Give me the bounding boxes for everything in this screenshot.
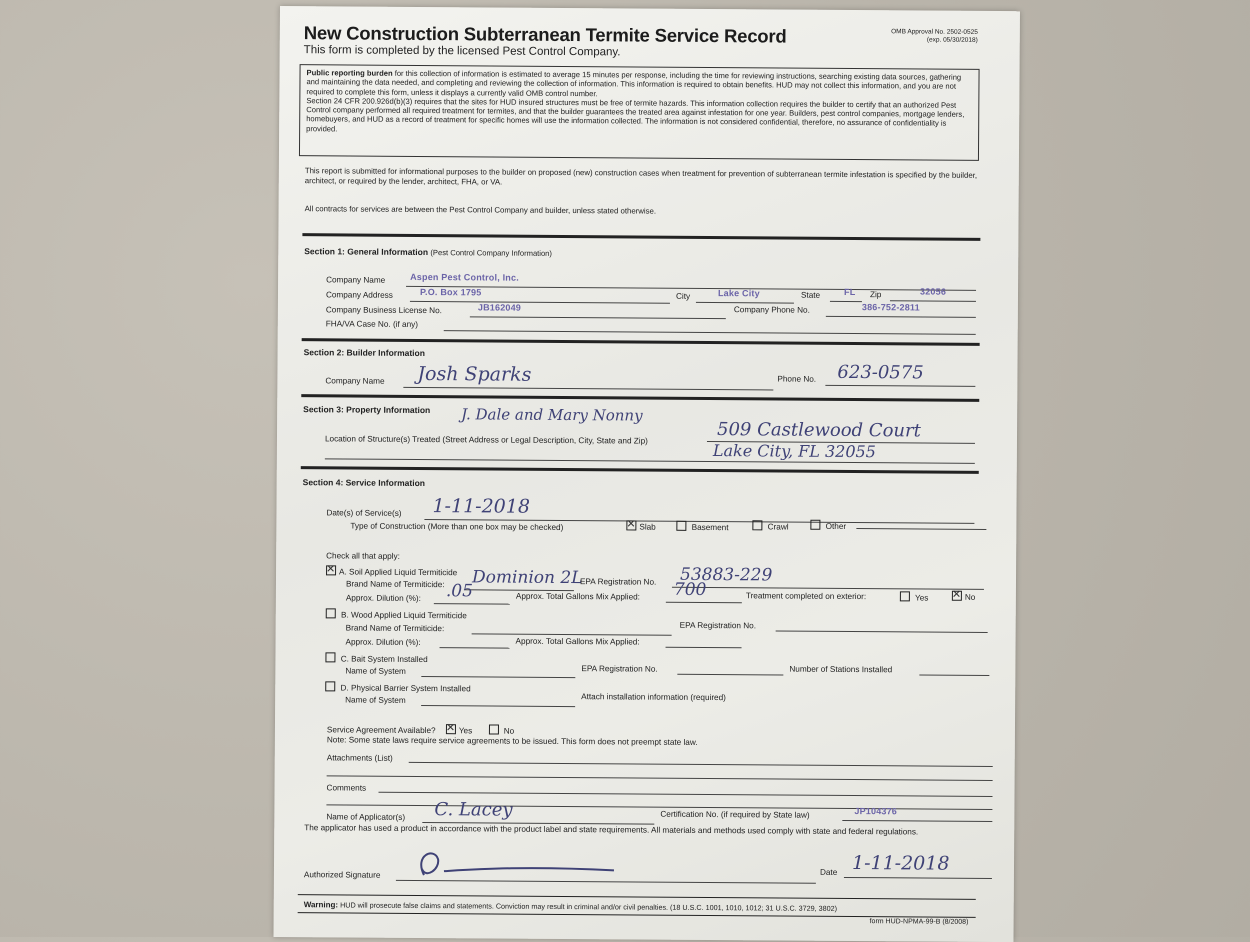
company-phone-label: Company Phone No. <box>733 305 810 315</box>
exterior-no-checkbox[interactable] <box>952 591 962 601</box>
option-b-checkbox[interactable] <box>326 608 336 618</box>
crawl-checkbox[interactable] <box>752 520 762 530</box>
field-line <box>327 775 993 781</box>
field-line <box>696 302 794 304</box>
state-value: FL <box>843 286 856 298</box>
attach-label: Attach installation information (required) <box>581 692 726 703</box>
option-b[interactable]: B. Wood Applied Liquid Termiticide <box>326 608 467 620</box>
stations-label: Number of Stations Installed <box>789 664 893 675</box>
section2-heading: Section 2: Builder Information <box>303 347 425 359</box>
contracts-paragraph: All contracts for services are between the Pest Control Company and builder, unless stated otherwise. <box>304 204 657 216</box>
dilution-a-value: .05 <box>445 581 474 602</box>
slab-checkbox[interactable] <box>626 520 636 530</box>
exterior-yes-checkbox[interactable] <box>900 591 910 601</box>
zip-label: Zip <box>869 290 882 300</box>
brand-a-label: Brand Name of Termiticide: <box>345 579 445 590</box>
epa-a-label: EPA Registration No. <box>579 577 657 587</box>
field-line <box>434 603 510 605</box>
field-line <box>677 674 783 676</box>
field-line <box>666 602 742 604</box>
field-line <box>856 528 986 530</box>
section1-heading: Section 1: General Information (Pest Control Company Information) <box>304 246 552 258</box>
company-name-label: Company Name <box>326 275 386 285</box>
burden-section24: Section 24 CFR 200.926d(b)(3) requires that the sites for HUD insured structures must be free of termite hazards. This information collection requires the builder to certify that an authorized Pest Control company performed all required treatment for termites, and that the builder guarantees the treated area against infestation for one year. Builders, pest control companies, mortgage lenders, homebuyers, and HUD as a record of treatment for specific homes will use the information collected. The information is not considered confidential, therefore, no assurance of confidentiality is provided. <box>306 96 965 134</box>
brand-b-label: Brand Name of Termiticide: <box>345 623 445 634</box>
field-line <box>421 676 575 678</box>
footer-divider <box>298 912 976 918</box>
attachments-label: Attachments (List) <box>326 753 393 763</box>
gallons-b-label: Approx. Total Gallons Mix Applied: <box>515 636 640 647</box>
field-line <box>825 385 975 387</box>
basement-checkbox[interactable] <box>676 521 686 531</box>
field-line <box>379 792 993 797</box>
builder-company-value: Josh Sparks <box>417 362 532 386</box>
section-divider <box>301 466 979 474</box>
dilution-a-label: Approx. Dilution (%): <box>345 593 421 603</box>
field-line <box>444 330 976 335</box>
dilution-b-label: Approx. Dilution (%): <box>345 637 421 647</box>
city-label: City <box>675 291 691 301</box>
section4-heading: Section 4: Service Information <box>302 477 426 489</box>
burden-text: for this collection of information is estimated to average 15 minutes per response, including the time for reviewing instructions, searching existing data sources, gathering and maintaining the data needed, and completing and reviewing the collection of information. This information is required to obtain benefits. HUD may not collect this information, and you are not required to complete this form, unless it displays a currently valid OMB control number. <box>306 68 962 98</box>
company-name-value: Aspen Pest Control, Inc. <box>410 271 519 283</box>
termite-service-form <box>274 6 1020 942</box>
field-line <box>830 301 862 302</box>
warning-text: Warning: HUD will prosecute false claims and statements. Conviction may result in criminal and/or civil penalties. (18 U.S.C. 1001, 1010, 1012; 31 U.S.C. 3729, 3802) <box>303 900 838 913</box>
comments-label: Comments <box>326 783 367 793</box>
applicator-label: Name of Applicator(s) <box>326 812 406 822</box>
field-line <box>919 674 989 675</box>
system-d-label: Name of System <box>345 695 406 705</box>
option-a-checkbox[interactable] <box>326 565 336 575</box>
epa-a-value: 53883-229 <box>679 564 773 586</box>
builder-phone-value: 623-0575 <box>837 361 924 384</box>
other-checkbox[interactable] <box>810 520 820 530</box>
license-value: JB162049 <box>477 302 522 313</box>
address-line2-value: Lake City, FL 32055 <box>712 441 876 462</box>
builder-company-label: Company Name <box>325 376 385 386</box>
epa-b-label: EPA Registration No. <box>679 620 757 631</box>
address-line1-value: 509 Castlewood Court <box>716 419 921 442</box>
construction-crawl[interactable]: Crawl <box>752 520 788 531</box>
signature-label: Authorized Signature <box>303 870 381 880</box>
public-burden-box <box>299 64 980 161</box>
section3-heading: Section 3: Property Information <box>303 404 431 416</box>
section-divider <box>302 338 980 346</box>
field-line <box>470 316 726 319</box>
cert-value: JP104376 <box>854 806 898 817</box>
option-d[interactable]: D. Physical Barrier System Installed <box>325 681 470 693</box>
field-line <box>409 762 993 767</box>
cert-label: Certification No. (if required by State law) <box>660 809 810 820</box>
field-line <box>776 630 988 632</box>
gallons-a-value: 700 <box>673 579 707 600</box>
exterior-label: Treatment completed on exterior: <box>745 591 867 602</box>
option-d-checkbox[interactable] <box>325 681 335 691</box>
company-address-value: P.O. Box 1795 <box>419 286 482 298</box>
epa-c-label: EPA Registration No. <box>581 664 658 674</box>
field-line <box>403 387 773 391</box>
builder-phone-label: Phone No. <box>777 374 817 384</box>
agreement-row: Service Agreement Available? ✕ Yes No <box>327 723 514 735</box>
construction-slab[interactable]: ✕ Slab <box>626 520 655 531</box>
field-line <box>410 301 670 304</box>
agreement-no-checkbox[interactable] <box>488 724 498 734</box>
option-a[interactable]: ✕A. Soil Applied Liquid Termiticide <box>326 565 457 577</box>
location-label: Location of Structure(s) Treated (Street Address or Legal Description, City, State and Zip) <box>324 434 648 446</box>
city-value: Lake City <box>717 288 760 299</box>
form-subtitle: This form is completed by the licensed Pest Control Company. <box>303 44 621 59</box>
gallons-a-label: Approx. Total Gallons Mix Applied: <box>515 591 641 602</box>
field-line <box>440 647 510 648</box>
option-c[interactable]: C. Bait System Installed <box>325 652 427 664</box>
field-line <box>666 647 742 649</box>
omb-approval: OMB Approval No. 2502-0525 (exp. 05/30/2018) <box>891 28 978 44</box>
agreement-note: Note: Some state laws require service agreements to be issued. This form does not preempt state law. <box>326 735 698 747</box>
field-line <box>672 587 984 590</box>
applicator-statement: The applicator has used a product in accordance with the product label and state requirements. All materials and methods used comply with state and federal regulations. <box>304 823 919 837</box>
fha-label: FHA/VA Case No. (if any) <box>325 319 419 329</box>
license-label: Company Business License No. <box>325 305 442 316</box>
exterior-no[interactable]: ✕ No <box>952 591 976 602</box>
zip-value: 32056 <box>919 286 947 297</box>
section-divider <box>302 233 980 241</box>
property-owner-value: J. Dale and Mary Nonny <box>461 405 643 425</box>
field-line <box>325 458 975 464</box>
intro-paragraph: This report is submitted for informational purposes to the builder on proposed (new) construction cases when treatment for prevention of subterranean termite infestation is specified by the builder, architect, or required by the lender, architect, FHA, or VA. <box>304 166 978 187</box>
construction-other[interactable]: Other <box>810 520 846 531</box>
footer-divider <box>298 894 976 900</box>
date-sig-label: Date <box>819 867 838 877</box>
date-service-value: 1-11-2018 <box>432 495 531 518</box>
agreement-yes-checkbox[interactable] <box>446 724 456 734</box>
field-line <box>842 820 992 822</box>
brand-a-value: Dominion 2L <box>471 567 583 589</box>
section-divider <box>301 394 979 402</box>
form-number: form HUD-NPMA-99-B (8/2008) <box>869 918 969 926</box>
date-sig-value: 1-11-2018 <box>851 852 950 875</box>
field-line <box>421 705 575 707</box>
company-address-label: Company Address <box>325 290 393 300</box>
exterior-yes[interactable]: Yes <box>900 591 929 602</box>
date-service-label: Date(s) of Service(s) <box>326 508 402 518</box>
field-line <box>826 316 976 318</box>
signature-scribble <box>404 845 624 885</box>
state-label: State <box>800 290 821 300</box>
option-c-checkbox[interactable] <box>325 652 335 662</box>
field-line <box>406 286 976 291</box>
system-c-label: Name of System <box>345 666 406 676</box>
company-phone-value: 386-752-2811 <box>861 302 920 313</box>
form-title: New Construction Subterranean Termite Service Record <box>303 22 787 47</box>
construction-basement[interactable]: Basement <box>676 521 728 532</box>
construction-type-label: Type of Construction (More than one box may be checked) <box>350 521 564 532</box>
burden-lead: Public reporting burden <box>306 68 393 78</box>
check-all-label: Check all that apply: <box>326 551 400 561</box>
field-line <box>472 633 672 635</box>
field-line <box>844 877 992 879</box>
applicator-value: C. Lacey <box>434 799 513 821</box>
